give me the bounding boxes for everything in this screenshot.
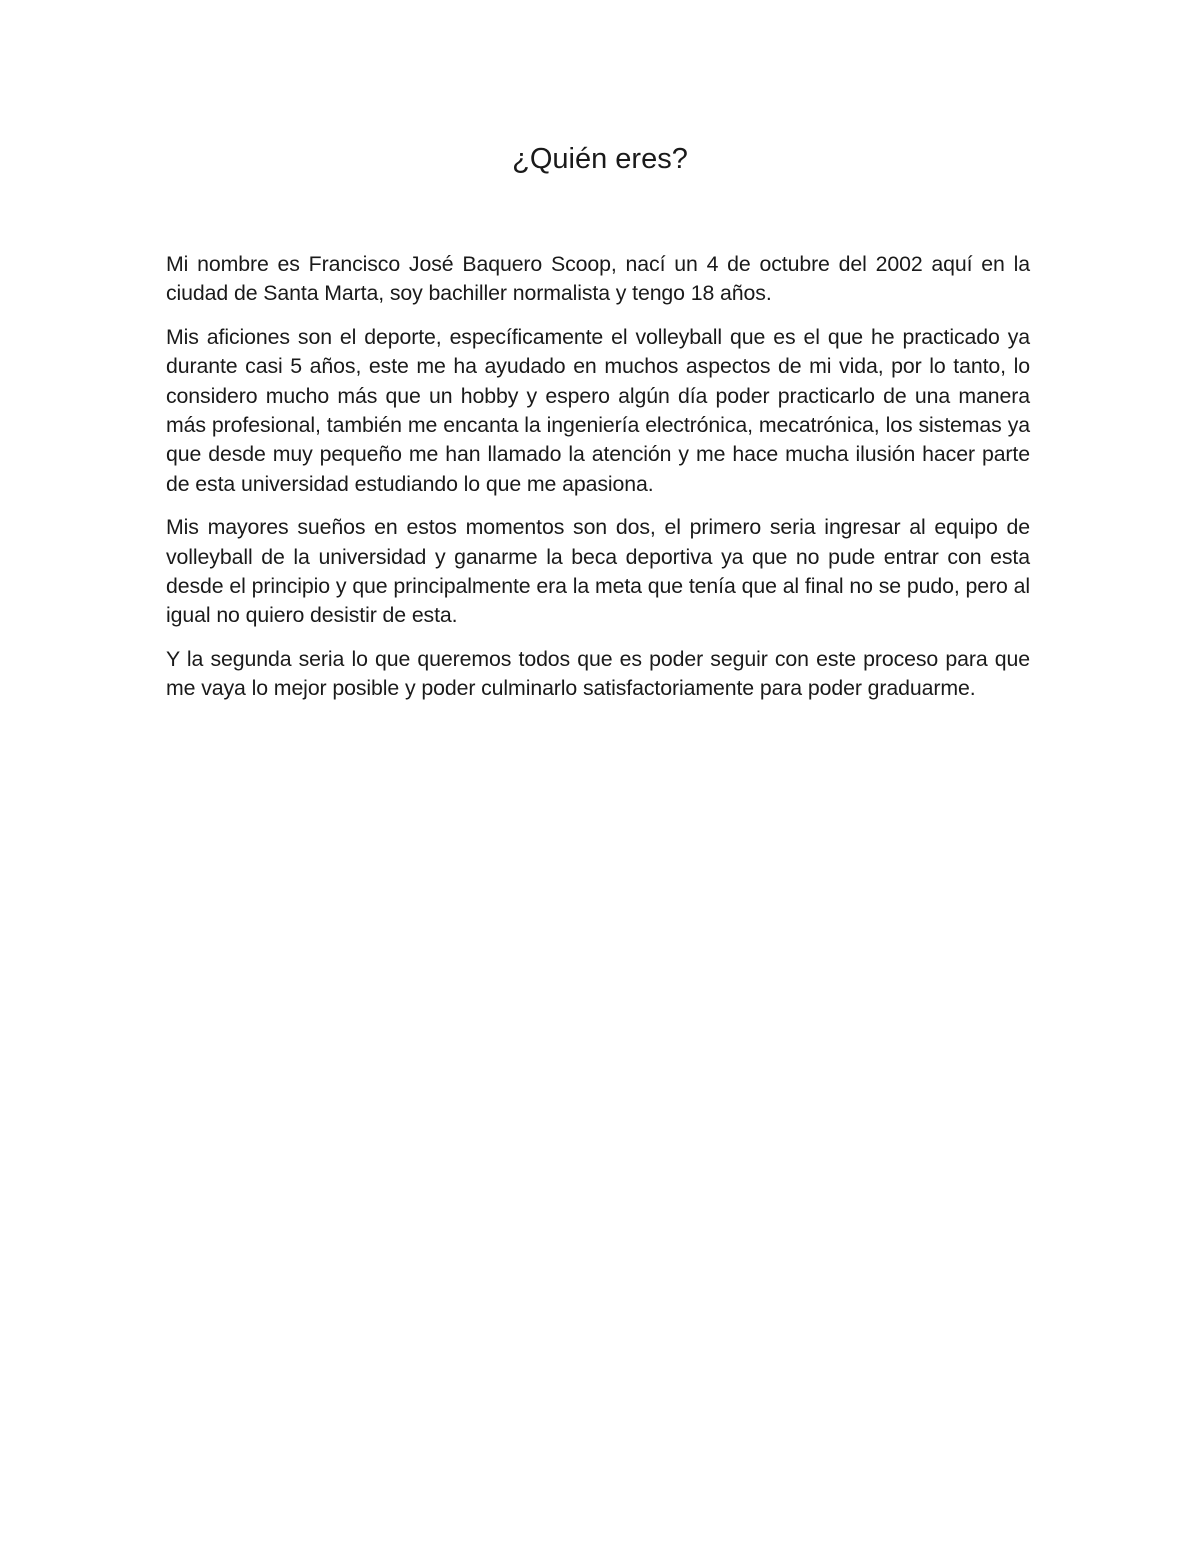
paragraph-second-dream: Y la segunda seria lo que queremos todos que es poder seguir con este proceso para que me vaya lo mejor posible y poder culminarlo satisfactoriamente para poder graduarme. [166, 647, 1030, 701]
paragraph-hobbies: Mis aficiones son el deporte, específicamente el volleyball que es el que he practicado ya durante casi 5 años, este me ha ayudado en muchos aspectos de mi vida, por lo tanto, lo considero mucho más que un hobby y espero algún día poder practicarlo de una manera más profesional, también me encanta la ingeniería electrónica, mecatrónica, los sistemas ya que desde muy pequeño me han llamado la atención y me hace mucha ilusión hacer parte de esta universidad estudiando lo que me apasiona. [166, 325, 1030, 496]
document-body [166, 250, 1030, 718]
paragraph-dreams: Mis mayores sueños en estos momentos son dos, el primero seria ingresar al equipo de volleyball de la universidad y ganarme la beca deportiva ya que no pude entrar con esta desde el principio y que principalmente era la meta que tenía que al final no se pudo, pero al igual no quiero desistir de esta. [166, 515, 1030, 628]
paragraph-introduction: Mi nombre es Francisco José Baquero Scoop, nací un 4 de octubre del 2002 aquí en la ciudad de Santa Marta, soy bachiller normalista y tengo 18 años. [166, 252, 1030, 306]
document-title: ¿Quién eres? [512, 143, 688, 175]
